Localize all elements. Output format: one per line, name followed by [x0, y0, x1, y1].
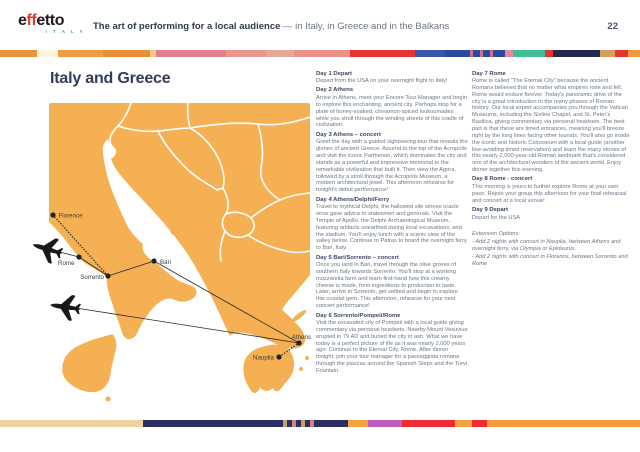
stripe-segment — [600, 50, 615, 57]
stripe-segment — [455, 420, 472, 427]
day-heading: Day 6 Sorrento/Pompeii/Rome — [316, 312, 401, 319]
day-heading: Day 7 Rome — [472, 70, 506, 77]
stripe-segment — [505, 50, 513, 57]
extension-item: - Add 2 nights with concert in Nauplia, between Athens and overnight ferry, via Olympia or Epidaurus. — [472, 239, 621, 253]
city-dot-bari — [151, 258, 156, 263]
itinerary-column-right — [472, 68, 630, 269]
island — [290, 309, 307, 324]
page-number: 22 — [607, 21, 618, 32]
city-dot-sorrento — [105, 273, 110, 278]
city-dot-athens — [296, 340, 301, 345]
stripe-segment — [226, 50, 266, 57]
day-heading: Day 8 Rome - concert — [472, 176, 533, 183]
city-dot-florence — [50, 212, 55, 217]
stripe-segment — [58, 50, 103, 57]
stripe-segment — [472, 420, 487, 427]
stripe-segment — [156, 50, 226, 57]
stripe-segment — [0, 420, 143, 427]
island — [106, 397, 111, 402]
logo-wordmark: effetto — [18, 12, 65, 29]
island — [299, 367, 303, 371]
stripe-segment — [266, 50, 294, 57]
day-body: Greet the day with a guided sightseeing tour that reveals the glories of ancient Greece. Ascend to the top of the Acropolis and visit the iconic Parthenon, which dominates the city and stands as a powerful and impressive memorial to the remarkable civilization that built it. Then view the Agora, followed by a stroll through the Acropolis Museum, a modern architectural jewel. This afternoon rehearse for tonight's debut performance! — [316, 139, 468, 194]
page-title: Italy and Greece — [50, 70, 171, 87]
island — [209, 285, 213, 289]
logo-subtitle: I T A L Y — [45, 29, 85, 34]
stripe-segment — [0, 50, 37, 57]
city-dot-nauplia — [276, 354, 281, 359]
stripe-segment — [513, 50, 545, 57]
stripe-segment — [628, 50, 640, 57]
extension-item: - Add 2 nights with concert in Florence, between Sorrento and Rome — [472, 253, 628, 267]
day-heading: Day 9 Depart — [472, 207, 509, 213]
decorative-stripe-bottom — [0, 420, 640, 427]
stripe-segment — [350, 50, 415, 57]
day-heading: Day 4 Athens/Delphi/Ferry — [316, 196, 390, 203]
day-body: Visit the excavated city of Pompeii with a local guide giving commentary via personal headsets. Nearby Mount Vesuvius erupted in 79 AD and buried the city in ash. What we have today is a perfect picture of life as it was nearly 2,000 years ago. Continue to the Eternal City, Rome. After dinner tonight, join your tour manager for a passeggiata romana through the piazzas around the Spanish Steps and the Trevi Fountain. — [316, 320, 468, 374]
day-4 — [316, 197, 468, 252]
day-body: Travel to mythical Delphi, the hallowed site whose oracle once gave advice to statesmen and generals. Visit the Temple of Apollo, the Delphi Archaeological Museum, featuring artifacts unearthed during local excavations, and the stadium. You'll enjoy lunch with a scenic view of the valley below. Continue to Patras to board the overnight ferry to Bari, Italy. — [316, 204, 467, 252]
stripe-segment — [294, 50, 350, 57]
stripe-segment — [473, 50, 480, 57]
day-7 — [472, 71, 630, 174]
day-body: This morning is yours to further explore Rome at your own pace. Rejoin your group this afternoon for your final rehearsal and concert at a local venue! — [472, 183, 627, 204]
stripe-segment — [37, 50, 58, 57]
stripe-segment — [553, 50, 600, 57]
effetto-logo — [18, 13, 88, 35]
stripe-segment — [545, 50, 553, 57]
extension-options — [472, 231, 630, 267]
header-tagline: The art of performing for a local audience — in Italy, in Greece and in the Balkans — [93, 21, 450, 32]
decorative-stripe-top — [0, 50, 640, 57]
day-8 — [472, 176, 630, 204]
day-body: Arrive in Athens, meet your Encore Tour Manager and begin to explore this enchanting, ancient city. Perhaps stop for a plate of honey-soaked, cinnamon-spiced loukoumades while you stroll through the winding streets of this cradle of civilization. — [316, 95, 468, 129]
city-label-nauplia: Nauplia — [253, 354, 274, 362]
stripe-segment — [314, 420, 348, 427]
day-5 — [316, 255, 468, 310]
island — [305, 356, 309, 360]
day-heading: Day 5 Bari/Sorrento – concert — [316, 254, 399, 261]
stripe-segment — [493, 50, 505, 57]
stripe-segment — [348, 420, 368, 427]
day-heading: Day 3 Athens – concert — [316, 131, 381, 138]
stripe-segment — [402, 420, 455, 427]
city-label-bari: Bari — [160, 259, 172, 266]
day-body: Depart from the USA on your overnight flight to Italy! — [316, 78, 448, 85]
city-label-rome: Rome — [58, 260, 75, 267]
day-body: Once you land in Bari, travel through the olive groves of southern Italy towards Sorrento. You'll stop at a working mozzarella farm and learn first-hand how this creamy cheese is made, from ingredients to production to taste. Later, arrive in Sorrento, get settled and begin to explore this coastal gem. This afternoon, rehearse for your next concert performance! — [316, 262, 458, 310]
stripe-segment — [103, 50, 150, 57]
italy-greece-map — [18, 100, 312, 410]
day-6 — [316, 313, 468, 375]
day-heading: Day 2 Athens — [316, 87, 354, 94]
day-1 — [316, 71, 468, 85]
page-header — [0, 0, 640, 50]
city-label-sorrento: Sorrento — [80, 274, 104, 281]
day-3 — [316, 132, 468, 194]
city-label-athens: Athens — [291, 334, 311, 341]
stripe-segment — [487, 420, 640, 427]
stripe-segment — [483, 50, 490, 57]
mainland-shape — [49, 103, 310, 349]
stripe-segment — [415, 50, 445, 57]
stripe-segment — [368, 420, 402, 427]
city-dot-rome — [76, 254, 81, 259]
day-body: Rome is called "The Eternal City" because the ancient Romans believed that no matter what empires rose and fell, Rome would endure forever. Today's panoramic drive of the city is a great introduction to the many phases of Roman history. Our local expert accompanies you through the Vatican Museums, including the Sistine Chapel, and St. Peter's Basilica, giving commentary via personal headsets. The best part is that these are timed entrances, meaning you'll breeze right by the long lines facing other tourists. You'll also go inside the iconic and historic Colosseum with a local guide (another line-avoiding timed reservation) and learn the many stories of this nearly 2,000-year-old Roman landmark that's considered one of the architectural wonders of the ancient world. Enjoy dinner together this evening. — [472, 78, 630, 174]
day-2 — [316, 87, 468, 129]
extension-title: Extension Options: — [472, 231, 520, 238]
day-heading: Day 1 Depart — [316, 70, 353, 77]
city-label-florence: Florence — [58, 212, 83, 220]
stripe-segment — [445, 50, 470, 57]
stripe-segment — [615, 50, 628, 57]
stripe-segment — [143, 420, 283, 427]
day-9 — [472, 207, 630, 221]
sicily-shape — [62, 334, 116, 392]
day-body: Depart for the USA — [472, 214, 521, 221]
plane-icon — [48, 292, 82, 322]
itinerary-column-left — [316, 68, 468, 375]
